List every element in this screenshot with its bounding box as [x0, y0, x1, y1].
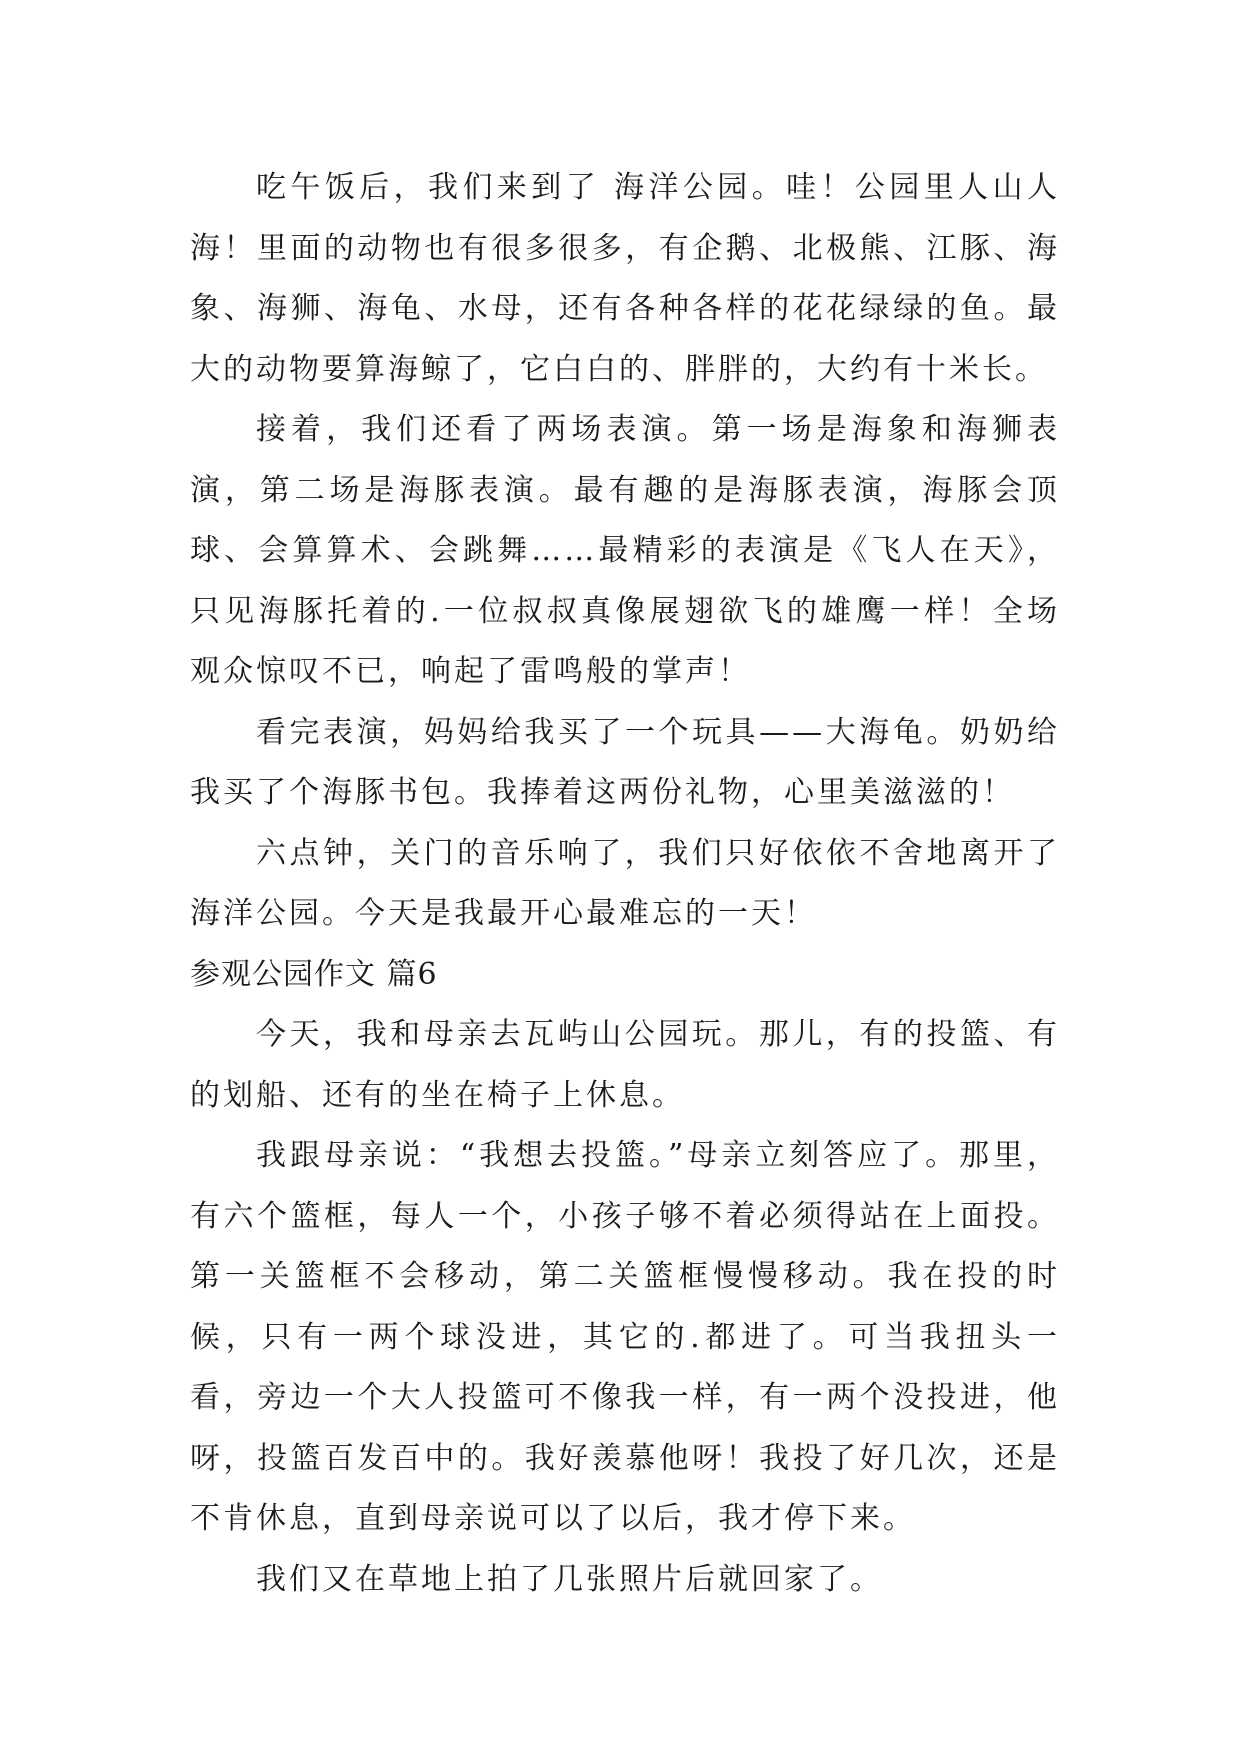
document-page: [190, 158, 1060, 1610]
paragraph-ocean-park-animals: 吃午饭后，我们来到了 海洋公园。哇！公园里人山人海！里面的动物也有很多很多，有企鹅、北极熊、江豚、海象、海狮、海龟、水母，还有各种各样的花花绿绿的鱼。最大的动物要算海鲸了，它白白的、胖胖的，大约有十米长。: [190, 170, 1060, 387]
paragraph-shows: 接着，我们还看了两场表演。第一场是海象和海狮表演，第二场是海豚表演。最有趣的是海豚表演，海豚会顶球、会算算术、会跳舞……最精彩的表演是《飞人在天》，只见海豚托着的.一位叔叔真像展翅欲飞的雄鹰一样！全场观众惊叹不已，响起了雷鸣般的掌声！: [190, 412, 1060, 689]
paragraph-basketball: 我跟母亲说：“我想去投篮。”母亲立刻答应了。那里，有六个篮框，每人一个，小孩子够不着必须得站在上面投。第一关篮框不会移动，第二关篮框慢慢移动。我在投的时候，只有一两个球没进，其它的.都进了。可当我扭头一看，旁边一个大人投篮可不像我一样，有一两个没投进，他呀，投篮百发百中的。我好羡慕他呀！我投了好几次，还是不肯休息，直到母亲说可以了以后，我才停下来。: [190, 1138, 1060, 1536]
paragraph-gifts: 看完表演，妈妈给我买了一个玩具——大海龟。奶奶给我买了个海豚书包。我捧着这两份礼物，心里美滋滋的！: [190, 714, 1060, 810]
section-heading: 参观公园作文 篇6: [190, 956, 438, 992]
paragraph-leaving: 六点钟，关门的音乐响了，我们只好依依不舍地离开了海洋公园。今天是我最开心最难忘的一天！: [190, 835, 1060, 931]
paragraph-going-home: 我们又在草地上拍了几张照片后就回家了。: [256, 1561, 883, 1597]
paragraph-park-visit: 今天，我和母亲去瓦屿山公园玩。那儿，有的投篮、有的划船、还有的坐在椅子上休息。: [190, 1017, 1060, 1113]
